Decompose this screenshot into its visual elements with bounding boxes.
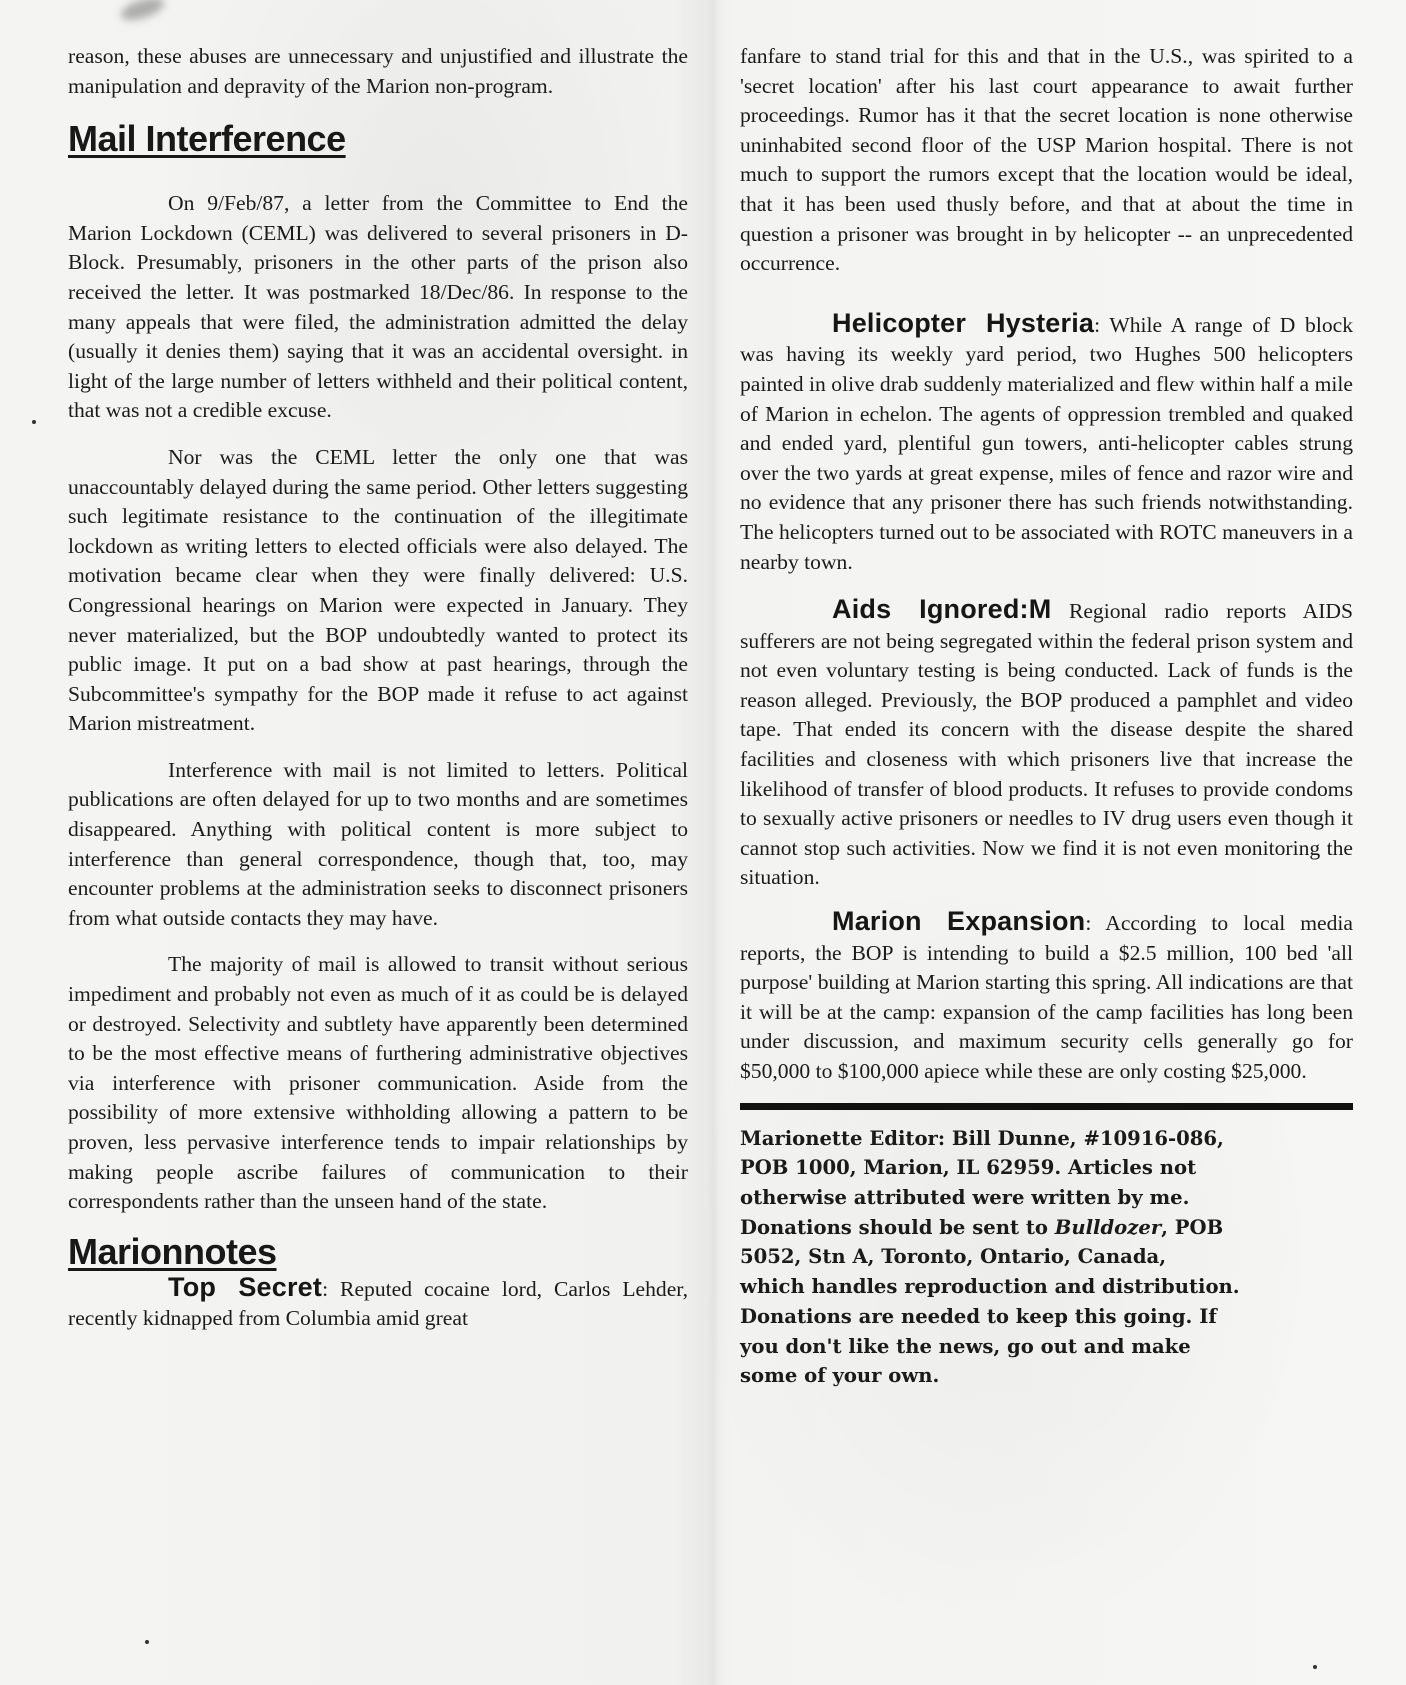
mail-paragraph-2: Nor was the CEML letter the only one that was unaccountably delayed during the same period. Other letters suggesting such legitimate resistance to the continuation of the illegitimate lockdown as writing letters to elected officials were also delayed. The motivation became clear when they were finally delivered: U.S. Congressional hearings on Marion were expected in January. They never materialized, but the BOP undoubtedly wanted to protect its public image. It put on a bad show at past hearings, through the Subcommittee's sympathy for the BOP made it refuse to act against Marion mistreatment. — [68, 444, 688, 736]
ink-smudge — [118, 0, 166, 25]
editor-text: Donations should be sent to — [740, 1215, 1055, 1239]
editor-line: Donations are needed to keep this going. If — [740, 1304, 1217, 1328]
editor-line — [740, 1213, 1353, 1243]
editor-line: you don't like the news, go out and make — [740, 1334, 1191, 1358]
mail-paragraph-4: The majority of mail is allowed to transit without serious impediment and probably not even as much of it as could be is delayed or destroyed. Selectivity and subtlety have apparently been determined to be the most effective means of furthering administrative objectives via interference with prisoner communication. Aside from the possibility of more extensive withholding allowing a pattern to be proven, less pervasive interference tends to impair relationships by making people ascribe failures of communication to their correspondents rather than the unseen hand of the state. — [68, 952, 688, 1214]
speck — [32, 420, 36, 424]
note-aids-ignored — [740, 595, 1353, 893]
note-top-secret — [68, 1273, 688, 1334]
editor-line: which handles reproduction and distribution. — [740, 1275, 1240, 1299]
note-aids-ignored-text: Regional radio reports AIDS sufferers are not being segregated within the federal prison system and not even voluntary testing is being conducted. Lack of funds is the reason alleged. Previously, the BOP produced a pamphlet and video tape. That ended its concern with the disease despite the shared facilities and closeness with which prisoners live that increase the likelihood of transfer of blood products. It refuses to provide condoms to sexually active prisoners or needles to IV drug users even though it cannot stop such activities. Now we find it is not even monitoring the situation. — [740, 599, 1353, 890]
note-helicopter-hysteria — [740, 309, 1353, 577]
publication-name: Bulldozer — [1054, 1215, 1162, 1239]
note-top-secret-text: : Reputed cocaine lord, Carlos Lehder, recently kidnapped from Columbia amid great — [68, 1276, 689, 1331]
editor-line: some of your own. — [740, 1364, 940, 1388]
note-top-secret-title: Top Secret — [168, 1271, 323, 1302]
mail-paragraph-3: Interference with mail is not limited to letters. Political publications are often delayed for up to two months and are sometimes disappeared. Anything with political content is more subject to interference than general correspondence, though that, too, may encounter problems at the administration seeks to disconnect prisoners from what outside contacts they may have. — [68, 757, 688, 930]
note-top-secret-continued: fanfare to stand trial for this and that in the U.S., was spirited to a 'secret location' after his last court appearance to await further proceedings. Rumor has it that the secret location is none otherwise uninhabited second floor of the USP Marion hospital. There is not much to support the rumors except that the location would be ideal, that it has been used thusly before, and that at about the time in question a prisoner was brought in by helicopter -- an unprecedented occurrence. — [740, 44, 1353, 276]
note-helicopter-hysteria-title: Helicopter Hysteria — [832, 307, 1095, 338]
left-column — [68, 42, 688, 1334]
editor-box — [740, 1124, 1353, 1391]
note-marion-expansion-title: Marion Expansion — [832, 906, 1086, 937]
editor-line: 5052, Stn A, Toronto, Ontario, Canada, — [740, 1245, 1167, 1269]
page-fold-shadow — [706, 0, 720, 1685]
editor-divider-rule — [740, 1103, 1353, 1110]
editor-line: Marionette Editor: Bill Dunne, #10916-086, — [740, 1126, 1224, 1150]
note-helicopter-hysteria-text: : While A range of D block was having its weekly yard period, two Hughes 500 helicopters painted in olive drab suddenly materialized and flew within half a mile of Marion in echelon. The agents of oppression trembled and quaked and ended yard, plentiful gun towers, anti-helicopter cables strung over the two yards at great expense, miles of fence and razor wire and no evidence that any prisoner there has such friends notwithstanding. The helicopters turned out to be associated with ROTC maneuvers in a nearby town. — [740, 312, 1354, 574]
note-marion-expansion-text: : According to local media reports, the BOP is intending to build a $2.5 million, 100 bed 'all purpose' building at Marion starting this spring. All indications are that it will be at the camp: expansion of the camp facilities has long been under discussion, and maximum security cells generally go for $50,000 to $100,000 apiece while these are only costing $25,000. — [740, 911, 1353, 1083]
note-marion-expansion — [740, 907, 1353, 1087]
mail-paragraph-1: On 9/Feb/87, a letter from the Committee to End the Marion Lockdown (CEML) was delivered to several prisoners in D-Block. Presumably, prisoners in the other parts of the prison also received the letter. It was postmarked 18/Dec/86. In response to the many appeals that were filed, the administration admitted the delay (usually it denies them) saying that it was an accidental oversight. in light of the large number of letters withheld and their political content, that was not a credible excuse. — [68, 191, 688, 423]
right-column — [740, 42, 1353, 1391]
mail-interference-heading: Mail Interference — [68, 118, 346, 160]
note-aids-ignored-title: Aids Ignored:M — [832, 594, 1052, 625]
editor-line: otherwise attributed were written by me. — [740, 1186, 1190, 1209]
marionnotes-heading: Marionnotes — [68, 1230, 277, 1272]
editor-text: , POB — [1161, 1215, 1224, 1239]
speck — [1313, 1665, 1317, 1669]
intro-paragraph-tail: reason, these abuses are unnecessary and unjustified and illustrate the manipulation and depravity of the Marion non-program. — [68, 44, 688, 98]
editor-line: POB 1000, Marion, IL 62959. Articles not — [740, 1156, 1197, 1180]
speck — [145, 1640, 149, 1644]
